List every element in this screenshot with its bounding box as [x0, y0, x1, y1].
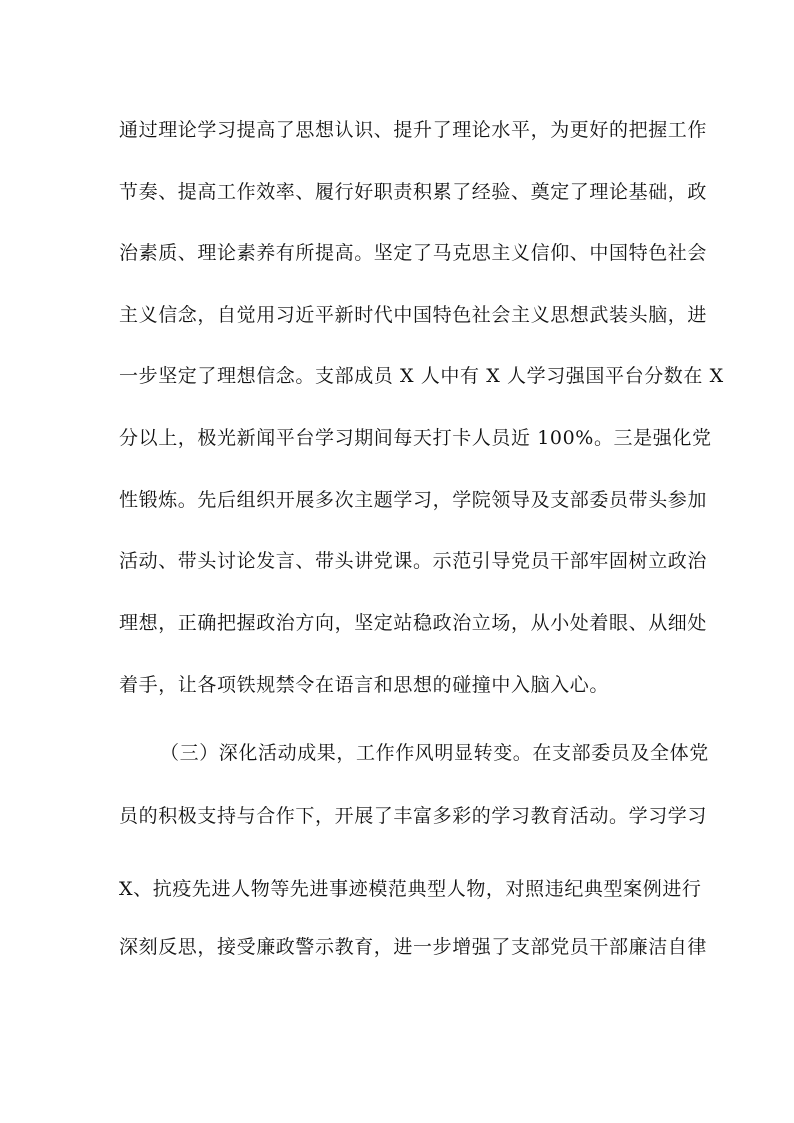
paragraph-line: 着手，让各项铁规禁令在语言和思想的碰撞中入脑入心。	[119, 674, 610, 696]
paragraph-line: 分以上，极光新闻平台学习期间每天打卡人员近 100%。三是强化党	[119, 427, 712, 449]
paragraph-line: 节奏、提高工作效率、履行好职责积累了经验、奠定了理论基础，政	[119, 181, 708, 203]
section-heading-line: （三）深化活动成果，工作作风明显转变。在支部委员及全体党	[160, 742, 709, 764]
paragraph-line: 员的积极支持与合作下，开展了丰富多彩的学习教育活动。学习学习	[119, 805, 708, 827]
paragraph-line: 活动、带头讨论发言、带头讲党课。示范引导党员干部牢固树立政治	[119, 550, 708, 572]
paragraph-line: X、抗疫先进人物等先进事迹模范典型人物，对照违纪典型案例进行	[119, 878, 702, 900]
paragraph-line: 主义信念，自觉用习近平新时代中国特色社会主义思想武装头脑，进	[119, 304, 708, 326]
paragraph-line: 一步坚定了理想信念。支部成员 X 人中有 X 人学习强国平台分数在 X	[119, 365, 724, 387]
paragraph-line: 理想，正确把握政治方向，坚定站稳政治立场，从小处着眼、从细处	[119, 612, 708, 634]
paragraph-line: 治素质、理论素养有所提高。坚定了马克思主义信仰、中国特色社会	[119, 242, 708, 264]
paragraph-line: 性锻炼。先后组织开展多次主题学习，学院领导及支部委员带头参加	[119, 489, 708, 511]
paragraph-line: 深刻反思，接受廉政警示教育，进一步增强了支部党员干部廉洁自律	[119, 936, 708, 958]
paragraph-line: 通过理论学习提高了思想认识、提升了理论水平，为更好的把握工作	[119, 119, 708, 141]
